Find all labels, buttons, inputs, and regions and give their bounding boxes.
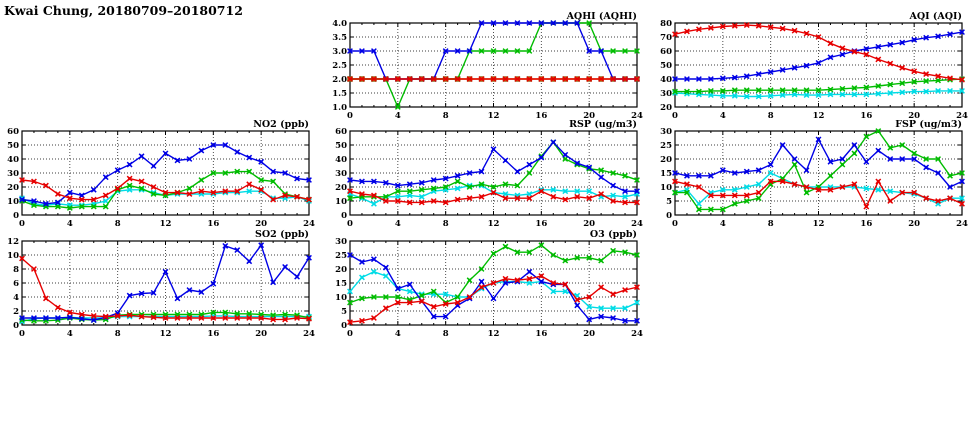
x-tick-label: 24: [631, 219, 643, 228]
y-tick-label: 15: [335, 279, 347, 289]
x-tick-label: 16: [535, 111, 548, 120]
x-tick-label: 4: [719, 111, 726, 120]
x-tick-label: 8: [767, 111, 774, 120]
y-tick-label: 10: [660, 183, 672, 193]
x-tick-label: 20: [908, 111, 921, 120]
chart-aqi: [655, 8, 970, 120]
x-tick-label: 12: [487, 111, 500, 120]
x-tick-label: 4: [66, 219, 73, 228]
y-tick-label: 40: [660, 75, 672, 85]
y-tick-label: 1.5: [332, 89, 347, 99]
y-tick-label: 40: [7, 155, 19, 165]
y-tick-label: 60: [335, 127, 347, 137]
y-tick-label: 30: [335, 169, 347, 179]
y-tick-label: 10: [335, 293, 347, 303]
y-tick-label: 20: [660, 103, 672, 113]
y-tick-label: 1.0: [332, 103, 347, 113]
y-tick-label: 20: [335, 183, 347, 193]
x-tick-label: 8: [114, 219, 121, 228]
chart-title-so2: SO2 (ppb): [255, 229, 309, 240]
y-tick-label: 20: [660, 155, 672, 165]
x-tick-label: 16: [535, 329, 548, 338]
y-tick-label: 4: [13, 293, 19, 303]
x-tick-label: 12: [812, 111, 825, 120]
x-tick-label: 20: [583, 329, 596, 338]
chart-title-fsp: FSP (ug/m3): [895, 119, 962, 130]
x-tick-label: 20: [583, 219, 596, 228]
x-tick-label: 8: [442, 111, 449, 120]
chart-title-o3: O3 (ppb): [589, 229, 637, 240]
y-tick-label: 60: [660, 47, 672, 57]
y-tick-label: 25: [660, 141, 672, 151]
y-tick-label: 2.0: [332, 75, 347, 85]
y-tick-label: 50: [335, 141, 347, 151]
page-title: Kwai Chung, 20180709–20180712: [4, 3, 243, 18]
chart-aqhi: [330, 8, 645, 120]
x-tick-label: 8: [442, 329, 449, 338]
x-tick-label: 16: [535, 219, 548, 228]
y-tick-label: 20: [7, 183, 19, 193]
x-tick-label: 24: [956, 111, 968, 120]
x-tick-label: 16: [207, 219, 220, 228]
x-tick-label: 0: [347, 111, 353, 120]
chart-title-aqi: AQI (AQI): [909, 11, 962, 22]
x-tick-label: 20: [908, 219, 921, 228]
y-tick-label: 70: [660, 33, 672, 43]
chart-title-no2: NO2 (ppb): [253, 119, 309, 130]
y-tick-label: 5: [341, 307, 347, 317]
y-tick-label: 0: [341, 211, 347, 221]
x-tick-label: 12: [159, 219, 172, 228]
y-tick-label: 30: [335, 237, 347, 247]
y-tick-label: 12: [7, 237, 19, 247]
y-tick-label: 10: [7, 197, 19, 207]
x-tick-label: 20: [255, 329, 268, 338]
y-tick-label: 3.5: [332, 33, 347, 43]
y-tick-label: 20: [335, 265, 347, 275]
x-tick-label: 24: [303, 329, 315, 338]
x-tick-label: 0: [347, 219, 353, 228]
y-tick-label: 0: [13, 211, 19, 221]
chart-fsp: [655, 116, 970, 228]
y-tick-label: 15: [660, 169, 672, 179]
x-tick-label: 12: [487, 329, 500, 338]
y-tick-label: 3.0: [332, 47, 347, 57]
y-tick-label: 8: [13, 265, 19, 275]
chart-no2: [2, 116, 317, 228]
y-tick-label: 25: [335, 251, 347, 261]
x-tick-label: 16: [207, 329, 220, 338]
chart-o3: [330, 226, 645, 338]
y-tick-label: 30: [660, 127, 672, 137]
chart-title-rsp: RSP (ug/m3): [569, 119, 637, 130]
y-tick-label: 0: [341, 321, 347, 331]
chart-title-aqhi: AQHI (AQHI): [566, 11, 637, 22]
x-tick-label: 8: [767, 219, 774, 228]
x-tick-label: 24: [631, 329, 643, 338]
y-tick-label: 2.5: [332, 61, 347, 71]
x-tick-label: 12: [812, 219, 825, 228]
y-tick-label: 0: [666, 211, 672, 221]
x-tick-label: 4: [394, 219, 401, 228]
y-tick-label: 60: [7, 127, 19, 137]
y-tick-label: 50: [7, 141, 19, 151]
x-tick-label: 12: [487, 219, 500, 228]
x-tick-label: 24: [303, 219, 315, 228]
x-tick-label: 0: [672, 111, 678, 120]
x-tick-label: 12: [159, 329, 172, 338]
y-tick-label: 0: [13, 321, 19, 331]
chart-rsp: [330, 116, 645, 228]
x-tick-label: 24: [631, 111, 643, 120]
x-tick-label: 0: [19, 329, 25, 338]
x-tick-label: 16: [860, 111, 873, 120]
x-tick-label: 16: [860, 219, 873, 228]
x-tick-label: 4: [394, 111, 401, 120]
y-tick-label: 10: [335, 197, 347, 207]
x-tick-label: 20: [255, 219, 268, 228]
x-tick-label: 20: [583, 111, 596, 120]
x-tick-label: 8: [442, 219, 449, 228]
chart-so2: [2, 226, 317, 338]
y-tick-label: 40: [335, 155, 347, 165]
x-tick-label: 0: [672, 219, 678, 228]
y-tick-label: 10: [7, 251, 19, 261]
x-tick-label: 0: [347, 329, 353, 338]
x-tick-label: 4: [66, 329, 73, 338]
y-tick-label: 80: [660, 19, 672, 29]
y-tick-label: 30: [7, 169, 19, 179]
x-tick-label: 4: [719, 219, 726, 228]
y-tick-label: 5: [666, 197, 672, 207]
y-tick-label: 30: [660, 89, 672, 99]
x-tick-label: 8: [114, 329, 121, 338]
x-tick-label: 24: [956, 219, 968, 228]
y-tick-label: 2: [13, 307, 19, 317]
x-tick-label: 4: [394, 329, 401, 338]
y-tick-label: 4.0: [332, 19, 347, 29]
y-tick-label: 6: [13, 279, 19, 289]
x-tick-label: 0: [19, 219, 25, 228]
y-tick-label: 50: [660, 61, 672, 71]
